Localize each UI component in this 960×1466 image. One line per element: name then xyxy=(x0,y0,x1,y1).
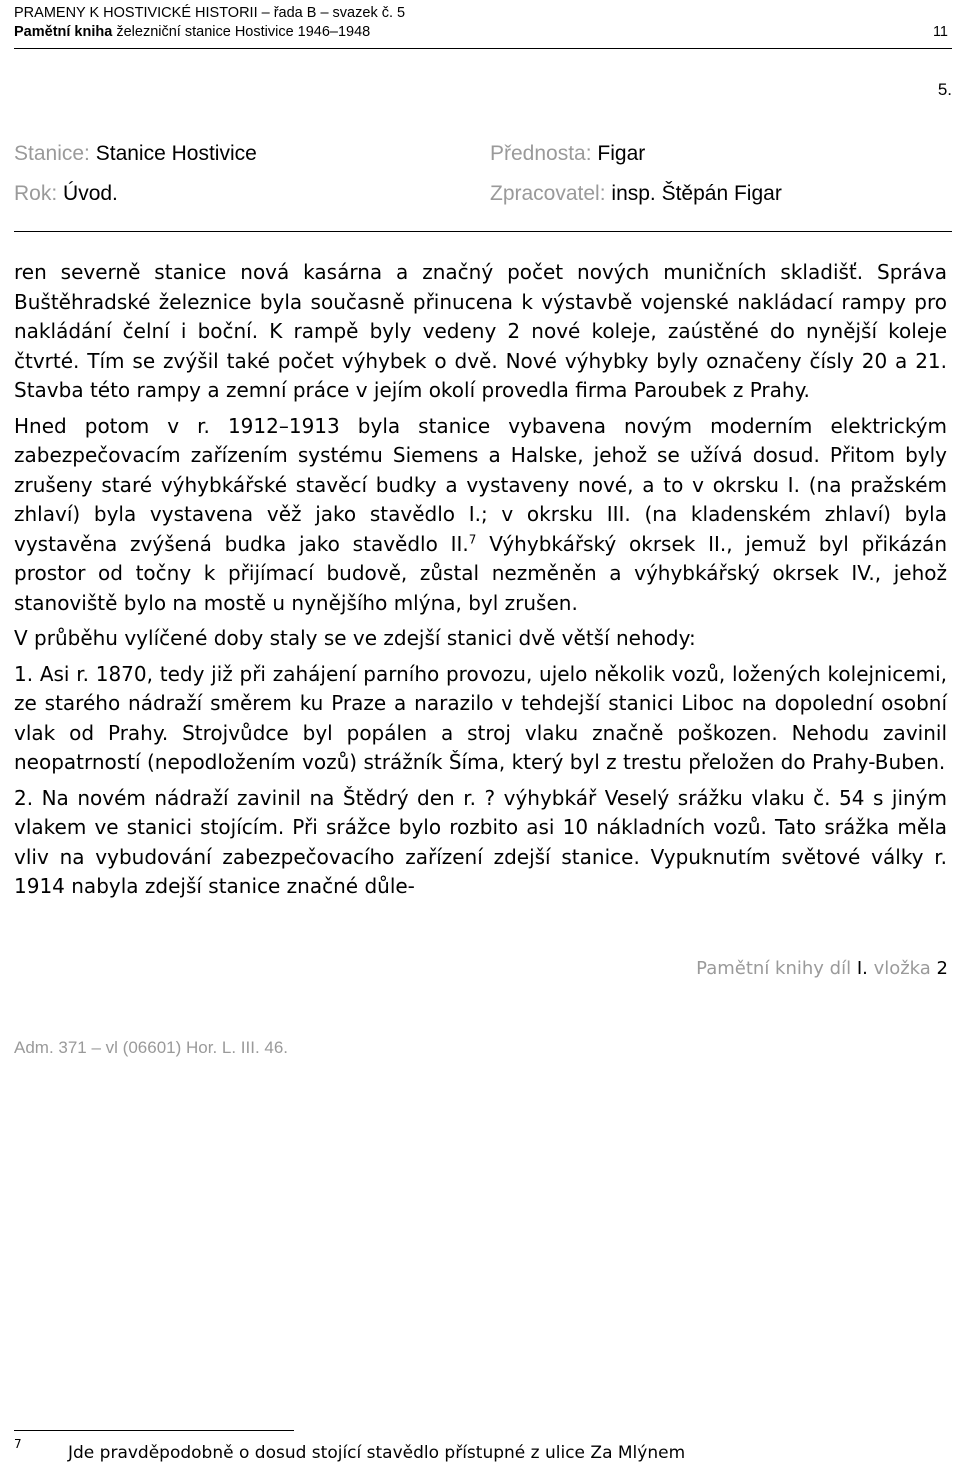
chief-value: Figar xyxy=(591,142,646,165)
paragraph-2 xyxy=(14,412,947,619)
header-divider xyxy=(14,48,952,49)
paragraph-5: 2. Na novém nádraží zavinil na Štědrý den r. ? výhybkář Veselý srážku vlaku č. 54 s jiným vlakem ve stanici stojícím. Při srážce bylo rozbito asi 10 nákladních vozů. Tato srážka měla vliv na vybudování zabezpečovacího zařízení zdejší stanice. Vypuknutím světové války r. 1914 nabyla zdejší stanice značné důle- xyxy=(14,785,947,898)
author-label: Zpracovatel: xyxy=(490,182,606,205)
book-title-header xyxy=(14,24,948,40)
author-value: insp. Štěpán Figar xyxy=(605,182,782,205)
header-page-number: 11 xyxy=(932,24,948,40)
footnote-divider xyxy=(14,1430,294,1431)
paragraph-3: V průběhu vylíčené doby staly se ve zdejší stanici dvě větší nehody: xyxy=(14,626,696,650)
paragraph-2-part-a: Hned potom v r. 1912–1913 byla stanice vybavena novým moderním elektrickým zabezpečovacím zařízením systému Siemens a Halske, jehož se užívá dosud. Přitom byly zrušeny staré výhybkářské stavěcí budky a vystaveny nové, a to v okrsku I. (na pražském zhlaví) byla vystavena věž jako stavědlo I.; v okrsku III. (na kladenském zhlaví) byla vystavěna zvýšená budka jako stavědlo II. xyxy=(14,413,947,556)
signature-part-4: 2 xyxy=(936,958,948,979)
station-value: Stanice Hostivice xyxy=(89,142,257,165)
author-field xyxy=(490,182,782,206)
chief-label: Přednosta: xyxy=(490,142,592,165)
book-title-bold: Pamětní kniha xyxy=(14,24,113,40)
book-title-rest: železniční stanice Hostivice 1946–1948 xyxy=(112,24,371,40)
year-field xyxy=(14,182,118,206)
volume-signature xyxy=(696,958,948,979)
year-value: Úvod. xyxy=(57,182,118,205)
station-label: Stanice: xyxy=(14,142,90,165)
year-label: Rok: xyxy=(14,182,58,205)
signature-part-2: I. xyxy=(856,958,868,979)
footnote-text: Jde pravděpodobně o dosud stojící stavědlo přístupné z ulice Za Mlýnem xyxy=(68,1443,686,1463)
footnote-number: 7 xyxy=(14,1437,22,1451)
signature-part-1: Pamětní knihy díl xyxy=(696,958,857,979)
signature-part-3: vložka xyxy=(867,958,937,979)
adm-note: Adm. 371 – vl (06601) Hor. L. III. 46. xyxy=(14,1038,289,1057)
paragraph-1: ren severně stanice nová kasárna a značný počet nových muničních skladišť. Správa Buštěhradské železnice byla současně přinucena k výstavbě vojenské nakládací rampy pro nakládání čelní i boční. K rampě byly vedeny 2 nové koleje, zaústěné do nynější koleje čtvrté. Tím se zvýšil také počet výhybek o dvě. Nové výhybky byly označeny čísly 20 a 21. Stavba této rampy a zemní práce v jejím okolí provedla firma Paroubek z Prahy. xyxy=(14,260,947,402)
paragraph-4: 1. Asi r. 1870, tedy již při zahájení parního provozu, ujelo několik vozů, ložených kolejnicemi, ze starého nádraží směrem ku Praze a narazilo v tehdejší stanici Liboc na dopolední osobní vlak od Prahy. Strojvůdce byl popálen a stroj vlaku značně poškozen. Nehodu zavinil neopatrností (nepodložením vozů) strážník Šíma, který byl z trestu přeložen do Prahy-Buben. xyxy=(14,661,947,774)
station-field xyxy=(14,142,257,166)
footnote-ref: 7 xyxy=(468,531,477,546)
page-number: 5. xyxy=(937,80,952,99)
body-text xyxy=(14,258,947,908)
chief-field xyxy=(490,142,645,166)
meta-divider xyxy=(14,231,952,232)
series-header: PRAMENY K HOSTIVICKÉ HISTORII – řada B – svazek č. 5 xyxy=(14,5,406,21)
paragraph-2-part-b: Výhybkářský okrsek II., jemuž byl přikázán prostor od točny k přijímací budově, zůstal nezměněn a výhybkářský okrsek IV., jehož stanoviště bylo na mostě u nynějšího mlýna, byl zrušen. xyxy=(14,531,947,615)
